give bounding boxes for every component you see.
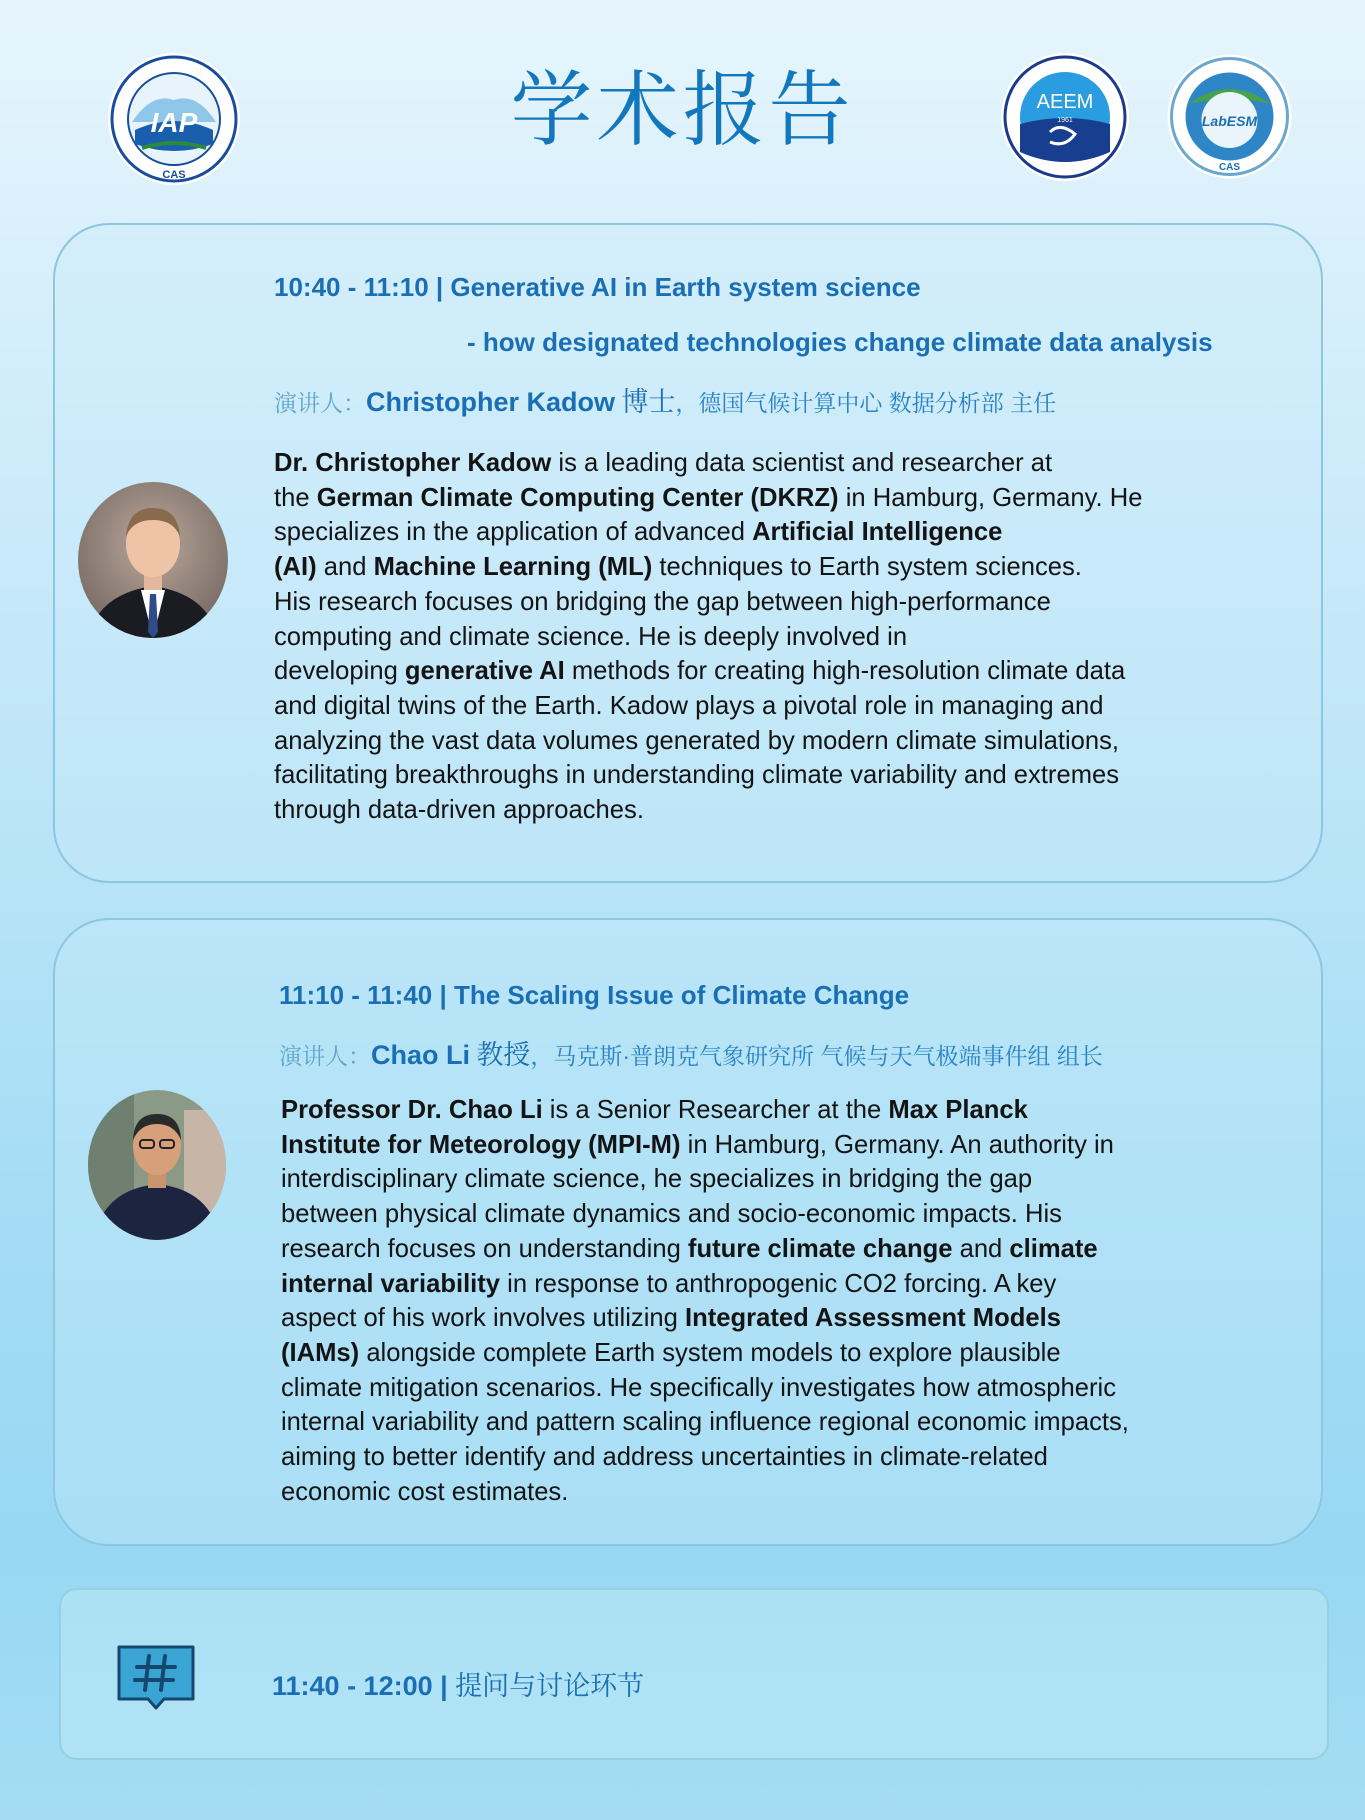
bio-bold-segment: German Climate Computing Center (DKRZ) <box>316 483 839 512</box>
bio-bold-segment: Dr. Christopher Kadow <box>274 449 552 477</box>
speaker-title: 博士 <box>621 387 676 417</box>
bio-bold-segment: internal variability <box>281 1269 501 1298</box>
talk-2-speaker <box>279 1033 1103 1072</box>
bio-bold-segment: Machine Learning (ML) <box>373 553 653 582</box>
bio-segment: in Hamburg, Germany. An authority in <box>680 1130 1114 1159</box>
bio-segment: between physical climate dynamics and socio-economic impacts. His <box>281 1200 1062 1229</box>
bio-segment: internal variability and pattern scaling influence regional economic impacts, <box>281 1408 1129 1437</box>
speaker-photo-li <box>88 1090 226 1240</box>
speaker-photo-kadow <box>78 482 228 638</box>
speaker-role: ，德国气候计算中心 数据分析部 主任 <box>675 390 1057 416</box>
labesm-logo <box>1167 54 1292 179</box>
iap-logo-text: IAP <box>150 107 198 138</box>
page-title: 学术报告 <box>510 63 855 158</box>
qa-label: 提问与讨论环节 <box>447 1671 645 1701</box>
qa-card <box>59 1588 1329 1760</box>
bio-segment: analyzing the vast data volumes generated by modern climate simulations, <box>274 726 1120 755</box>
bio-segment: through data-driven approaches. <box>274 796 644 825</box>
bio-segment: is a leading data scientist and researcher at <box>551 449 1053 477</box>
bio-bold-segment: Max Planck <box>888 1096 1028 1124</box>
bio-bold-segment: (AI) <box>274 553 317 582</box>
speaker-role: ，马克斯·普朗克气象研究所 气候与天气极端事件组 组长 <box>530 1043 1103 1069</box>
aeem-logo-text: AEEM <box>1036 91 1094 113</box>
bio-segment: and <box>952 1234 1010 1263</box>
bio-segment: in response to anthropogenic CO2 forcing. A key <box>500 1269 1057 1298</box>
talk-1-title: 10:40 - 11:10 | Generative AI in Earth system science <box>274 272 921 302</box>
qa-time: 11:40 - 12:00 | <box>272 1671 448 1701</box>
bio-segment: interdisciplinary climate science, he specializes in bridging the gap <box>281 1165 1033 1194</box>
bio-segment: in Hamburg, Germany. He <box>838 483 1143 512</box>
speaker-name: Chao Li <box>371 1040 470 1070</box>
bio-segment: and <box>316 553 374 582</box>
bio-bold-segment: Institute for Meteorology (MPI-M) <box>281 1130 681 1159</box>
bio-segment: economic cost estimates. <box>281 1477 569 1506</box>
speaker-label: 演讲人： <box>279 1043 371 1069</box>
talk-1-bio <box>274 446 1304 828</box>
labesm-logo-text: LabESM <box>1201 113 1258 129</box>
bio-bold-segment: (IAMs) <box>281 1338 360 1367</box>
bio-bold-segment: generative AI <box>404 657 565 686</box>
bio-segment: computing and climate science. He is deeply involved in <box>274 622 908 651</box>
speaker-title: 教授 <box>476 1040 531 1070</box>
bio-segment: specializes in the application of advanced <box>274 518 753 547</box>
speaker-label: 演讲人： <box>274 390 366 416</box>
bio-bold-segment: Artificial Intelligence <box>752 518 1003 547</box>
bio-bold-segment: Professor Dr. Chao Li <box>281 1096 543 1124</box>
bio-bold-segment: Integrated Assessment Models <box>685 1304 1061 1333</box>
bio-segment: techniques to Earth system sciences. <box>652 553 1082 582</box>
bio-segment: aspect of his work involves utilizing <box>281 1304 685 1333</box>
talk-1-subtitle: - how designated technologies change climate data analysis <box>467 327 1213 357</box>
labesm-logo-sub: CAS <box>1218 162 1241 173</box>
iap-logo-sub: CAS <box>162 169 186 181</box>
qa-session <box>272 1664 644 1703</box>
bio-segment: aiming to better identify and address uncertainties in climate-related <box>281 1443 1048 1472</box>
bio-segment: facilitating breakthroughs in understanding climate variability and extremes <box>274 761 1120 790</box>
bio-segment: and digital twins of the Earth. Kadow plays a pivotal role in managing and <box>274 691 1104 720</box>
bio-segment: climate mitigation scenarios. He specifically investigates how atmospheric <box>281 1373 1116 1402</box>
hashtag-chat-icon <box>116 1644 196 1712</box>
speaker-name: Christopher Kadow <box>366 387 616 417</box>
talk-1-speaker <box>274 380 1056 419</box>
bio-segment: alongside complete Earth system models to explore plausible <box>359 1338 1061 1367</box>
bio-segment: His research focuses on bridging the gap between high-performance <box>274 587 1051 616</box>
talk-2-bio <box>281 1093 1311 1509</box>
bio-bold-segment: climate <box>1009 1234 1098 1263</box>
bio-segment: is a Senior Researcher at the <box>542 1096 889 1124</box>
aeem-logo-year: 1961 <box>1057 117 1073 124</box>
talk-2-title: 11:10 - 11:40 | The Scaling Issue of Climate Change <box>279 980 910 1010</box>
bio-segment: research focuses on understanding <box>281 1234 688 1263</box>
bio-segment: developing <box>274 657 405 686</box>
aeem-logo <box>1000 52 1130 182</box>
bio-segment: the <box>274 483 317 512</box>
bio-segment: methods for creating high-resolution climate data <box>564 657 1126 686</box>
bio-bold-segment: future climate change <box>687 1234 953 1263</box>
